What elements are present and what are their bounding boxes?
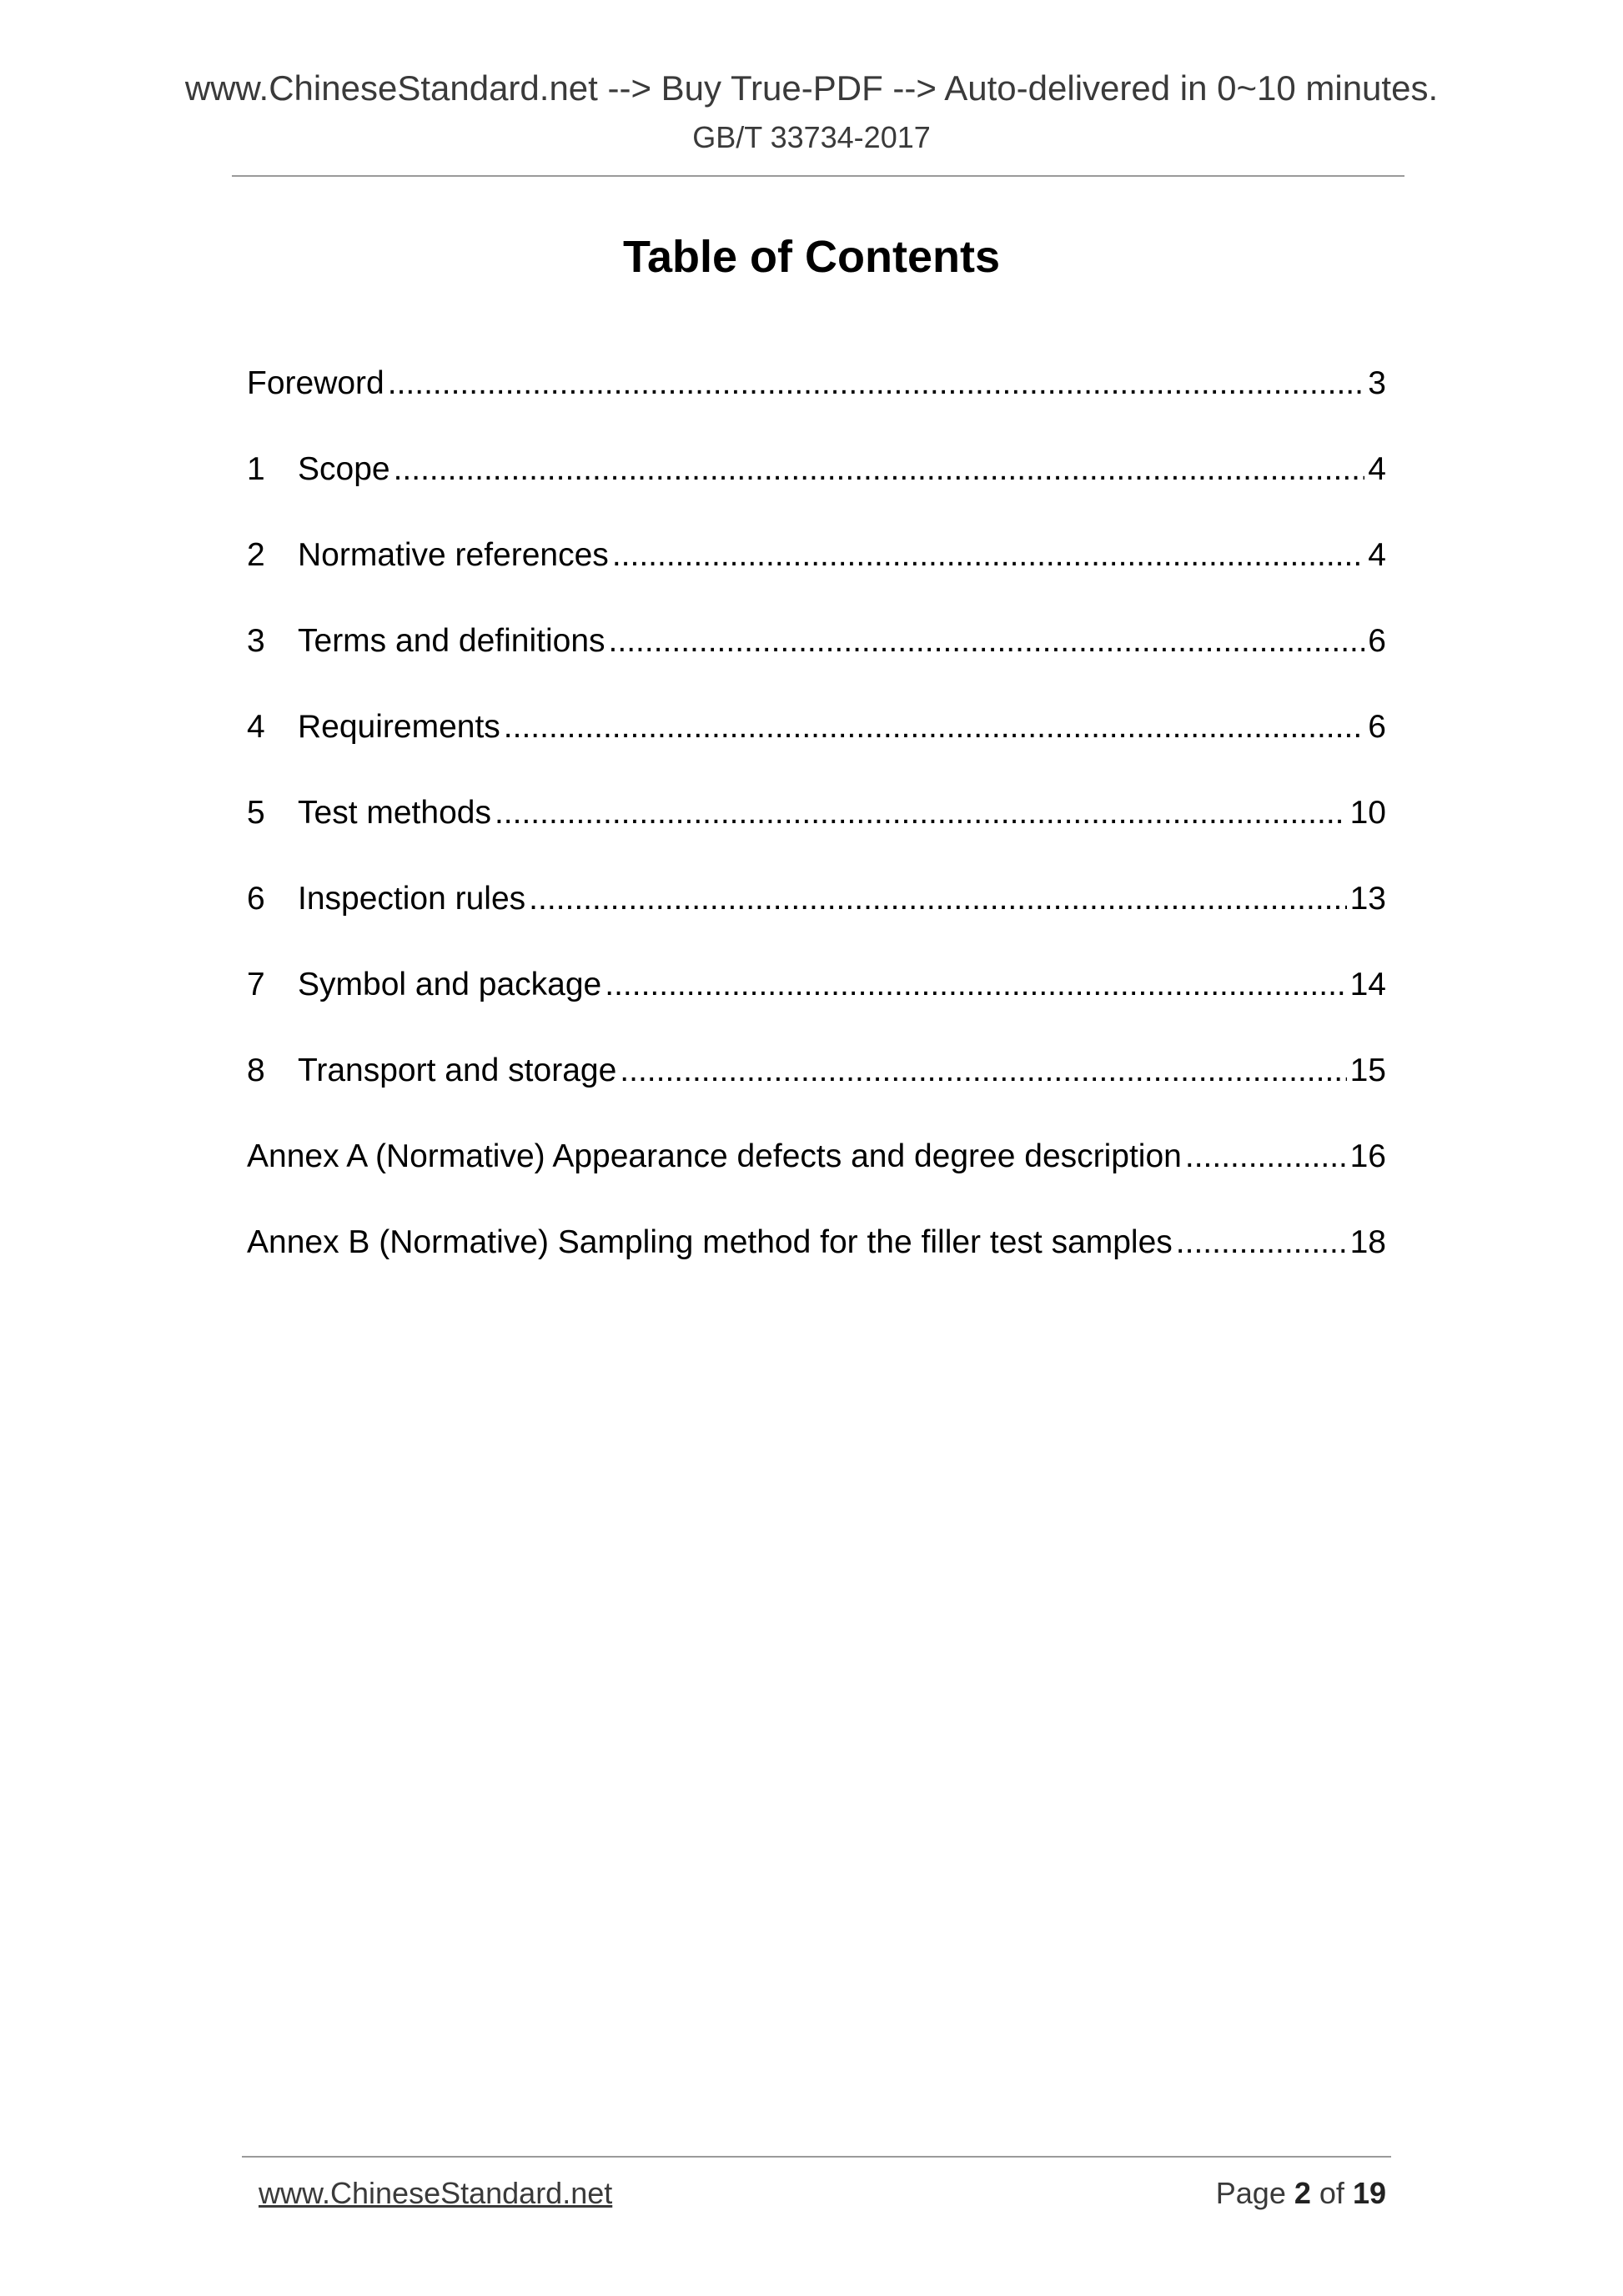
toc-entry-page: 10 xyxy=(1349,795,1386,831)
toc-entry-annex-b[interactable] xyxy=(247,1218,1386,1268)
toc-leader-dots xyxy=(394,445,1365,495)
toc-entry-text: Foreword xyxy=(247,365,384,401)
toc-entry-text: Test methods xyxy=(298,795,491,831)
document-code: GB/T 33734-2017 xyxy=(692,120,931,154)
toc-leader-dots xyxy=(1185,1132,1347,1182)
toc-leader-dots xyxy=(529,874,1346,924)
toc-entry-number: 4 xyxy=(247,709,265,745)
toc-entry-number: 1 xyxy=(247,451,265,487)
toc-entry-inspection-rules[interactable] xyxy=(247,874,1386,924)
page-number xyxy=(1216,2173,1386,2214)
toc-leader-dots xyxy=(504,702,1365,752)
toc-entry-annex-a[interactable] xyxy=(247,1132,1386,1182)
toc-entry-page: 13 xyxy=(1349,881,1386,917)
toc-entry-text: Transport and storage xyxy=(298,1053,617,1088)
toc-entry-page: 15 xyxy=(1349,1053,1386,1088)
toc-entry-text: Requirements xyxy=(298,709,500,745)
toc-entry-number: 8 xyxy=(247,1053,265,1088)
toc-entry-page: 14 xyxy=(1349,967,1386,1002)
toc-entry-normative-references[interactable] xyxy=(247,530,1386,580)
current-page: 2 xyxy=(1294,2176,1311,2210)
toc-leader-dots xyxy=(495,788,1347,838)
toc-entry-text: Annex A (Normative) Appearance defects and degree description xyxy=(247,1138,1182,1174)
toc-entry-transport-and-storage[interactable] xyxy=(247,1046,1386,1096)
toc-leader-dots xyxy=(620,1046,1346,1096)
toc-entry-text: Inspection rules xyxy=(298,881,526,917)
header-divider xyxy=(232,175,1404,177)
toc-leader-dots xyxy=(612,530,1364,580)
toc-leader-dots xyxy=(1176,1218,1347,1268)
toc-entry-page: 6 xyxy=(1368,623,1386,659)
toc-entry-text: Terms and definitions xyxy=(298,623,605,659)
footer-website-link[interactable]: www.ChineseStandard.net xyxy=(259,2176,613,2210)
total-pages: 19 xyxy=(1352,2176,1386,2210)
page-word: Page xyxy=(1215,2176,1286,2210)
toc-entry-terms-and-definitions[interactable] xyxy=(247,616,1386,666)
toc-entry-text: Annex B (Normative) Sampling method for the filler test samples xyxy=(247,1224,1173,1260)
toc-entry-test-methods[interactable] xyxy=(247,788,1386,838)
toc-entry-symbol-and-package[interactable] xyxy=(247,960,1386,1010)
header-banner: www.ChineseStandard.net --> Buy True-PDF --> Auto-delivered in 0~10 minutes. xyxy=(184,68,1439,108)
toc-entry-number: 2 xyxy=(247,537,265,573)
toc-entry-number: 5 xyxy=(247,795,265,831)
toc-leader-dots xyxy=(609,616,1365,666)
toc-entry-number: 6 xyxy=(247,881,265,917)
toc-entry-page: 3 xyxy=(1368,365,1386,401)
toc-entry-requirements[interactable] xyxy=(247,702,1386,752)
toc-leader-dots xyxy=(388,359,1365,409)
footer-divider xyxy=(242,2156,1391,2158)
toc-entry-page: 18 xyxy=(1349,1224,1386,1260)
toc-entry-foreword[interactable] xyxy=(247,359,1386,409)
toc-leader-dots xyxy=(605,960,1346,1010)
toc-entry-text: Symbol and package xyxy=(298,967,602,1002)
toc-entry-number: 3 xyxy=(247,623,265,659)
page-title: Table of Contents xyxy=(623,232,1000,282)
toc-entry-scope[interactable] xyxy=(247,445,1386,495)
toc-entry-text: Scope xyxy=(298,451,390,487)
toc-entry-page: 4 xyxy=(1368,451,1386,487)
toc-entry-page: 4 xyxy=(1368,537,1386,573)
toc-entry-page: 16 xyxy=(1349,1138,1386,1174)
toc-entry-page: 6 xyxy=(1368,709,1386,745)
toc-entry-number: 7 xyxy=(247,967,265,1002)
of-word: of xyxy=(1319,2176,1344,2210)
toc-entry-text: Normative references xyxy=(298,537,609,573)
